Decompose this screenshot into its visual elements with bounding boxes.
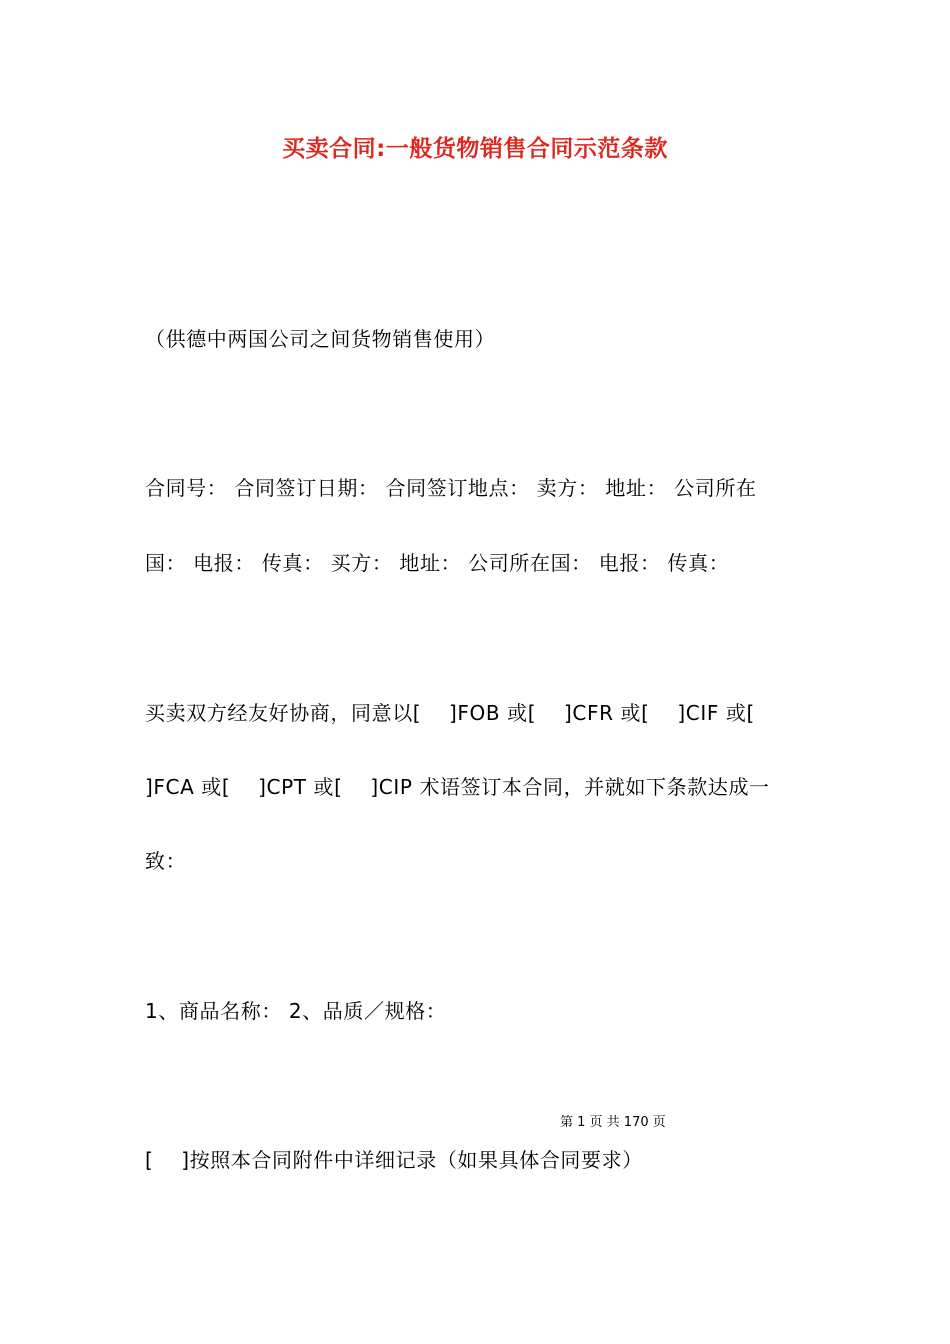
clause-line: 1、商品名称： 2、品质／规格：: [145, 999, 447, 1023]
terms-paragraph-line-1: 买卖双方经友好协商，同意以[ ]FOB 或[ ]CFR 或[ ]CIF 或[: [145, 701, 755, 725]
attachment-line: [ ]按照本合同附件中详细记录（如果具体合同要求）: [145, 1148, 643, 1172]
header-fields-line-1: 合同号： 合同签订日期： 合同签订地点： 卖方： 地址： 公司所在: [145, 476, 757, 500]
terms-paragraph-line-2: ]FCA 或[ ]CPT 或[ ]CIP 术语签订本合同，并就如下条款达成一: [145, 775, 770, 799]
document-subtitle: （供德中两国公司之间货物销售使用）: [145, 327, 496, 351]
document-title: 买卖合同:一般货物销售合同示范条款: [282, 136, 668, 162]
terms-paragraph-line-3: 致：: [145, 849, 187, 873]
header-fields-line-2: 国： 电报： 传真： 买方： 地址： 公司所在国： 电报： 传真：: [145, 551, 730, 575]
page-footer: 第 1 页 共 170 页: [560, 1115, 666, 1130]
